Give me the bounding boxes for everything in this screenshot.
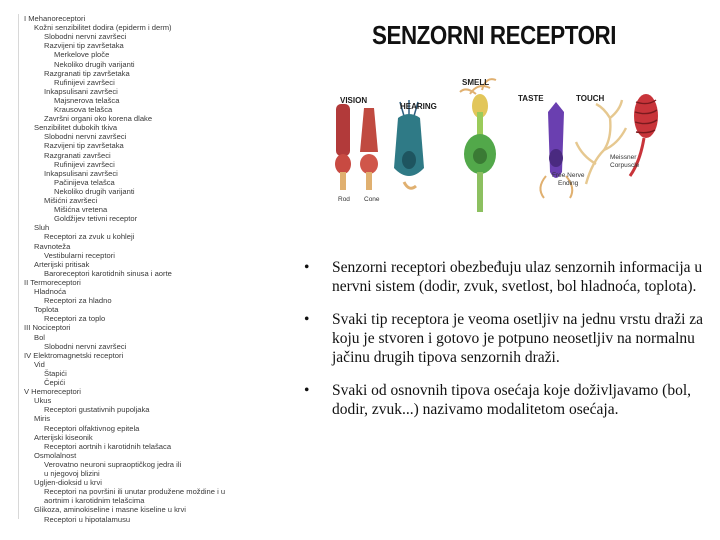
receptor-list-line: Rufinijevi završeci [54, 159, 115, 169]
sublabel-ending: Ending [558, 180, 579, 187]
receptor-list-line: u njegovoj blizini [44, 469, 100, 478]
receptor-list-line: Inkapsulisani završeci [44, 86, 118, 96]
receptor-list-line: Arterijski kiseonik [34, 432, 93, 442]
receptor-list-line: Arterijski pritisak [34, 259, 90, 269]
receptor-list-line: Kožni senzibilitet dodira (epiderm i derm) [34, 23, 172, 33]
receptor-list-line: IV Elektromagnetski receptori [24, 350, 124, 360]
smell-olfactory-neuron [460, 79, 496, 212]
vision-cone-cell [360, 108, 378, 190]
receptor-list-line: Slobodni nervni završeci [44, 32, 127, 42]
receptor-list-line: Štapići [44, 368, 67, 378]
bullet-marker: • [304, 311, 310, 328]
bullet-text: Svaki tip receptora je veoma osetljiv na jednu vrstu draži za koju je stvoren i gotovo je potpuno neosetljiv na normalnu jačinu drugih tipova senzornih draži. [332, 311, 704, 366]
bullet-item [304, 310, 714, 367]
receptor-cells-graphic [330, 72, 690, 232]
receptor-list-line: Hladnoća [34, 287, 67, 296]
receptor-list-line: V Hemoreceptori [24, 387, 81, 397]
receptor-list-line: Receptori za zvuk u kohleji [44, 232, 135, 242]
receptor-list-line: Receptori na površini ili unutar produžene moždine i u [44, 487, 226, 497]
receptor-list-line: Ugljen-dioksid u krvi [34, 478, 102, 488]
receptor-list-line: Ukus [34, 396, 52, 406]
receptor-list-line: Receptori aortnih i karotidnih telašaca [44, 441, 172, 451]
receptor-illustration [330, 72, 690, 232]
receptor-list-line: Vid [34, 359, 45, 369]
receptor-list-line: Toplota [34, 305, 59, 315]
receptor-classification-list [18, 14, 298, 529]
receptor-list-line: Receptori u hipotalamusu [44, 514, 131, 524]
receptor-list-line: Senzibilitet dubokih tkiva [34, 123, 118, 133]
bullet-list [304, 258, 714, 433]
list-margin-line [18, 14, 19, 519]
receptor-list-line: Čepići [44, 378, 66, 387]
receptor-list-line: Slobodni nervni završeci [44, 132, 127, 142]
label-hearing: HEARING [400, 102, 437, 111]
receptor-list-line: Osmolalnost [34, 450, 77, 460]
receptor-list-line: Nekoliko drugih varijanti [54, 59, 135, 69]
bullet-text: Svaki od osnovnih tipova osećaja koje doživljavamo (bol, dodir, zvuk...) nazivamo modalitetom osećaja. [332, 382, 692, 418]
label-taste: TASTE [518, 94, 544, 103]
bullet-item [304, 258, 714, 296]
receptor-list-line: Rufinijevi završeci [54, 77, 115, 87]
receptor-list-line: Merkelove pločе [54, 50, 110, 60]
receptor-list-line: Baroreceptori karotidnih sinusa i aorte [44, 268, 172, 278]
receptor-list-line: I Mehanoreceptori [24, 14, 86, 23]
sublabel-corpuscle: Corpuscle [610, 162, 640, 169]
receptor-list-line: Receptori za hladno [44, 296, 112, 306]
receptor-list-line: Goldžijev tetivni receptor [54, 214, 138, 224]
receptor-list-line: Majsnerova telašca [54, 95, 120, 105]
receptor-list-line: Mišićna vretena [54, 205, 108, 215]
slide-title: SENZORNI RECEPTORI [372, 20, 617, 50]
receptor-list-line: Razgranati završeci [44, 150, 111, 160]
hearing-hair-cell [394, 100, 424, 188]
label-vision: VISION [340, 96, 368, 105]
label-touch: TOUCH [576, 94, 605, 103]
receptor-list-line: Receptori olfaktivnog epitela [44, 423, 140, 433]
receptor-list-line: Sluh [34, 223, 50, 233]
bullet-marker: • [304, 259, 310, 276]
sublabel-rod: Rod [338, 196, 350, 203]
receptor-list-line: Ravnoteža [34, 241, 71, 251]
bullet-item [304, 381, 714, 419]
receptor-list-line: Razvijeni tip završetaka [44, 41, 124, 51]
receptor-list-line: Nekoliko drugih varijanti [54, 186, 135, 196]
receptor-list-line: aortnim i karotidnim telašcima [44, 496, 145, 506]
receptor-list-line: Receptori gustativnih pupoljaka [44, 405, 150, 415]
sublabel-cone: Cone [364, 196, 380, 203]
receptor-list-line: Završni organi oko korena dlake [44, 114, 153, 124]
bullet-text: Senzorni receptori obezbeđuju ulaz senzornih informacija u nervni sistem (dodir, zvuk, svetlost, bol hladnoća, toplota). [332, 259, 703, 295]
receptor-list-line: Pačinijeva telašca [54, 177, 115, 187]
receptor-list-line: Slobodni nervni završeci [44, 341, 127, 351]
sublabel-meissner: Meissner [610, 154, 637, 161]
receptor-list-line: Miris [34, 414, 51, 424]
receptor-list-line: Verovatno neuroni supraoptičkog jedra ili [44, 459, 182, 469]
vision-rod-cell [335, 104, 351, 190]
receptor-list-line: III Nociceptori [24, 323, 71, 333]
sublabel-free-nerve: Free Nerve [552, 172, 585, 179]
receptor-list-line: Razgranati tip završetaka [44, 68, 130, 78]
receptor-list-line: Receptori za toplo [44, 314, 106, 324]
receptor-list-line: Bol [34, 332, 45, 342]
receptor-list-line: Krausova telašca [54, 105, 113, 114]
receptor-list-line: II Termoreceptori [24, 277, 81, 287]
receptor-list-line: Glikoza, aminokiseline i masne kiseline u krvi [34, 505, 186, 515]
receptor-list-line: Razvijeni tip završetaka [44, 141, 124, 151]
label-smell: SMELL [462, 78, 490, 87]
bullet-marker: • [304, 382, 310, 399]
receptor-list-line: Inkapsulisani završeci [44, 168, 118, 178]
receptor-list-line: Mišićni završeci [44, 196, 98, 205]
receptor-list-line: Vestibularni receptori [44, 250, 115, 260]
